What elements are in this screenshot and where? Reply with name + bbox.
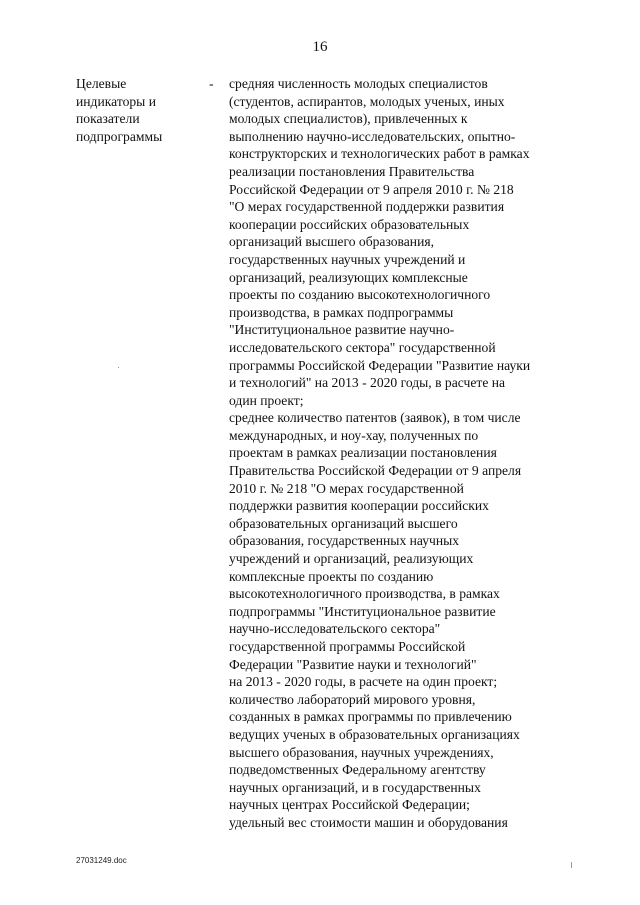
dash-separator: - (209, 76, 214, 91)
text-line: подведомственных Федеральному агентству (229, 762, 486, 778)
scan-speck (571, 862, 572, 868)
label-line: Целевые (76, 76, 127, 91)
text-line: Правительства Российской Федерации от 9 апреля (229, 463, 522, 479)
page-number: 16 (312, 39, 328, 55)
text-line: средняя численность молодых специалистов (229, 76, 488, 91)
text-line: организаций, реализующих комплексные (229, 269, 468, 285)
text-line: исследовательского сектора" государственной (229, 339, 496, 355)
text-line: учреждений и организаций, реализующих (229, 551, 474, 567)
text-line: высшего образования, научных учреждениях, (229, 744, 494, 760)
text-line: кооперации российских образовательных (229, 216, 470, 232)
indicators-text (229, 75, 579, 832)
text-line: Федерации "Развитие науки и технологий" (229, 656, 477, 672)
text-line: государственных научных учреждений и (229, 251, 466, 267)
text-line: научно-исследовательского сектора" (229, 621, 441, 637)
label-line: показатели (76, 111, 140, 127)
text-line: удельный вес стоимости машин и оборудования (229, 814, 508, 830)
footer-filename: 27031249.doc (76, 856, 127, 865)
text-line: и технологий" на 2013 - 2020 годы, в расчете на (229, 375, 506, 391)
text-line: подпрограммы "Институциональное развитие (229, 603, 496, 619)
text-line: образовательных организаций высшего (229, 515, 458, 531)
text-line: 2010 г. № 218 "О мерах государственной (229, 480, 464, 496)
scan-speck (118, 367, 119, 368)
text-line: проекты по созданию высокотехнологичного (229, 287, 491, 303)
text-line: проектам в рамках реализации постановления (229, 445, 497, 461)
text-line: реализации постановления Правительства (229, 163, 475, 179)
text-line: среднее количество патентов (заявок), в том числе (229, 410, 521, 426)
text-line: образования, государственных научных (229, 533, 460, 549)
text-line: на 2013 - 2020 годы, в расчете на один проект; (229, 674, 498, 690)
row-label (76, 75, 196, 145)
text-line: Российской Федерации от 9 апреля 2010 г. № 218 (229, 181, 514, 197)
text-line: "Институциональное развитие научно- (229, 322, 455, 338)
text-line: высокотехнологичного производства, в рамках (229, 586, 500, 602)
label-line: подпрограммы (76, 128, 163, 144)
text-line: организаций высшего образования, (229, 234, 435, 250)
text-line: "О мерах государственной поддержки развития (229, 199, 505, 215)
text-line: научных организаций, и в государственных (229, 779, 481, 795)
text-line: поддержки развития кооперации российских (229, 498, 489, 514)
text-line: количество лабораторий мирового уровня, (229, 691, 476, 707)
text-line: комплексные проекты по созданию (229, 568, 434, 584)
text-line: (студентов, аспирантов, молодых ученых, иных (229, 93, 505, 109)
text-line: производства, в рамках подпрограммы (229, 304, 454, 320)
text-line: молодых специалистов), привлеченных к (229, 111, 468, 127)
text-line: один проект; (229, 392, 304, 408)
text-line: созданных в рамках программы по привлечению (229, 709, 512, 725)
text-line: международных, и ноу-хау, полученных по (229, 427, 479, 443)
text-line: государственной программы Российской (229, 639, 466, 654)
text-line: выполнению научно-исследовательских, опытно- (229, 128, 516, 144)
text-line: конструкторских и технологических работ в рамках (229, 146, 530, 162)
label-line: индикаторы и (76, 93, 156, 109)
text-line: программы Российской Федерации "Развитие науки (229, 357, 531, 373)
text-line: ведущих ученых в образовательных организациях (229, 726, 520, 742)
text-line: научных центрах Российской Федерации; (229, 797, 470, 813)
